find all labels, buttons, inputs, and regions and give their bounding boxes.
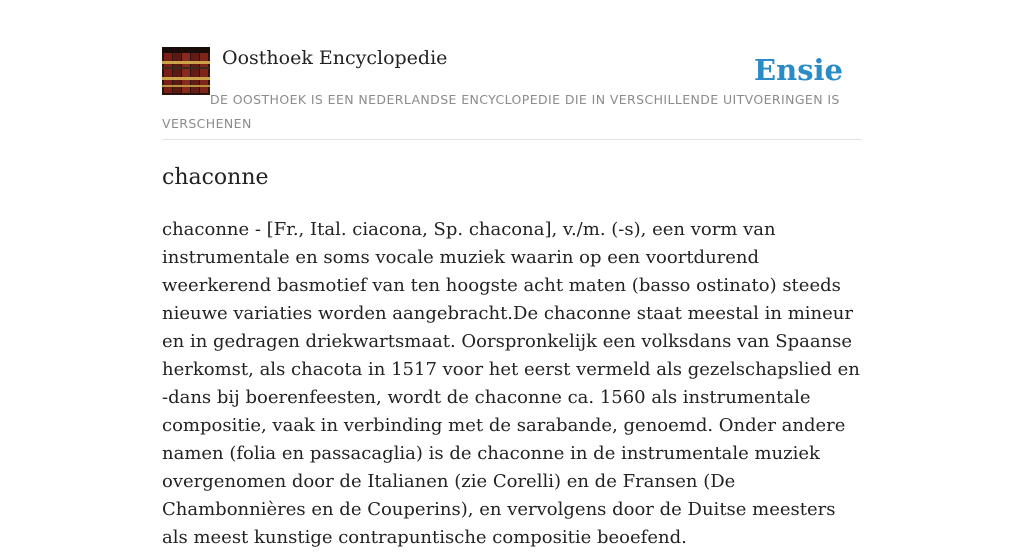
publication-header (162, 0, 862, 140)
article-body: chaconne - [Fr., Ital. ciacona, Sp. chacona], v./m. (-s), een vorm van instrumentale en soms vocale muziek waarin op een voortdurend weerkerend basmotief van ten hoogste acht maten (basso ostinato) steeds nieuwe variaties worden aangebracht.De chaconne staat meestal in mineur en in gedragen driekwartsmaat. Oorspronkelijk een volksdans van Spaanse herkomst, als chacota in 1517 voor het eerst vermeld als gezelschapslied en -dans bij boerenfeesten, wordt de chaconne ca. 1560 als instrumentale compositie, vaak in verbinding met de sarabande, genoemd. Onder andere namen (folia en passacaglia) is de chaconne in de instrumentale muziek overgenomen door de Italianen (zie Corelli) en de Fransen (De Chambonnières en de Couperins), en vervolgens door de Duitse meesters als meest kunstige contrapuntische compositie beoefend. (162, 219, 860, 548)
publication-description: DE OOSTHOEK IS EEN NEDERLANDSE ENCYCLOPEDIE DIE IN VERSCHILLENDE UITVOERINGEN IS VERSCHENEN (162, 92, 840, 131)
article-title: chaconne (162, 165, 269, 190)
content-container (162, 0, 862, 548)
ensie-logo-link[interactable]: Ensie (754, 53, 843, 87)
publication-name-link[interactable]: Oosthoek Encyclopedie (222, 47, 448, 69)
